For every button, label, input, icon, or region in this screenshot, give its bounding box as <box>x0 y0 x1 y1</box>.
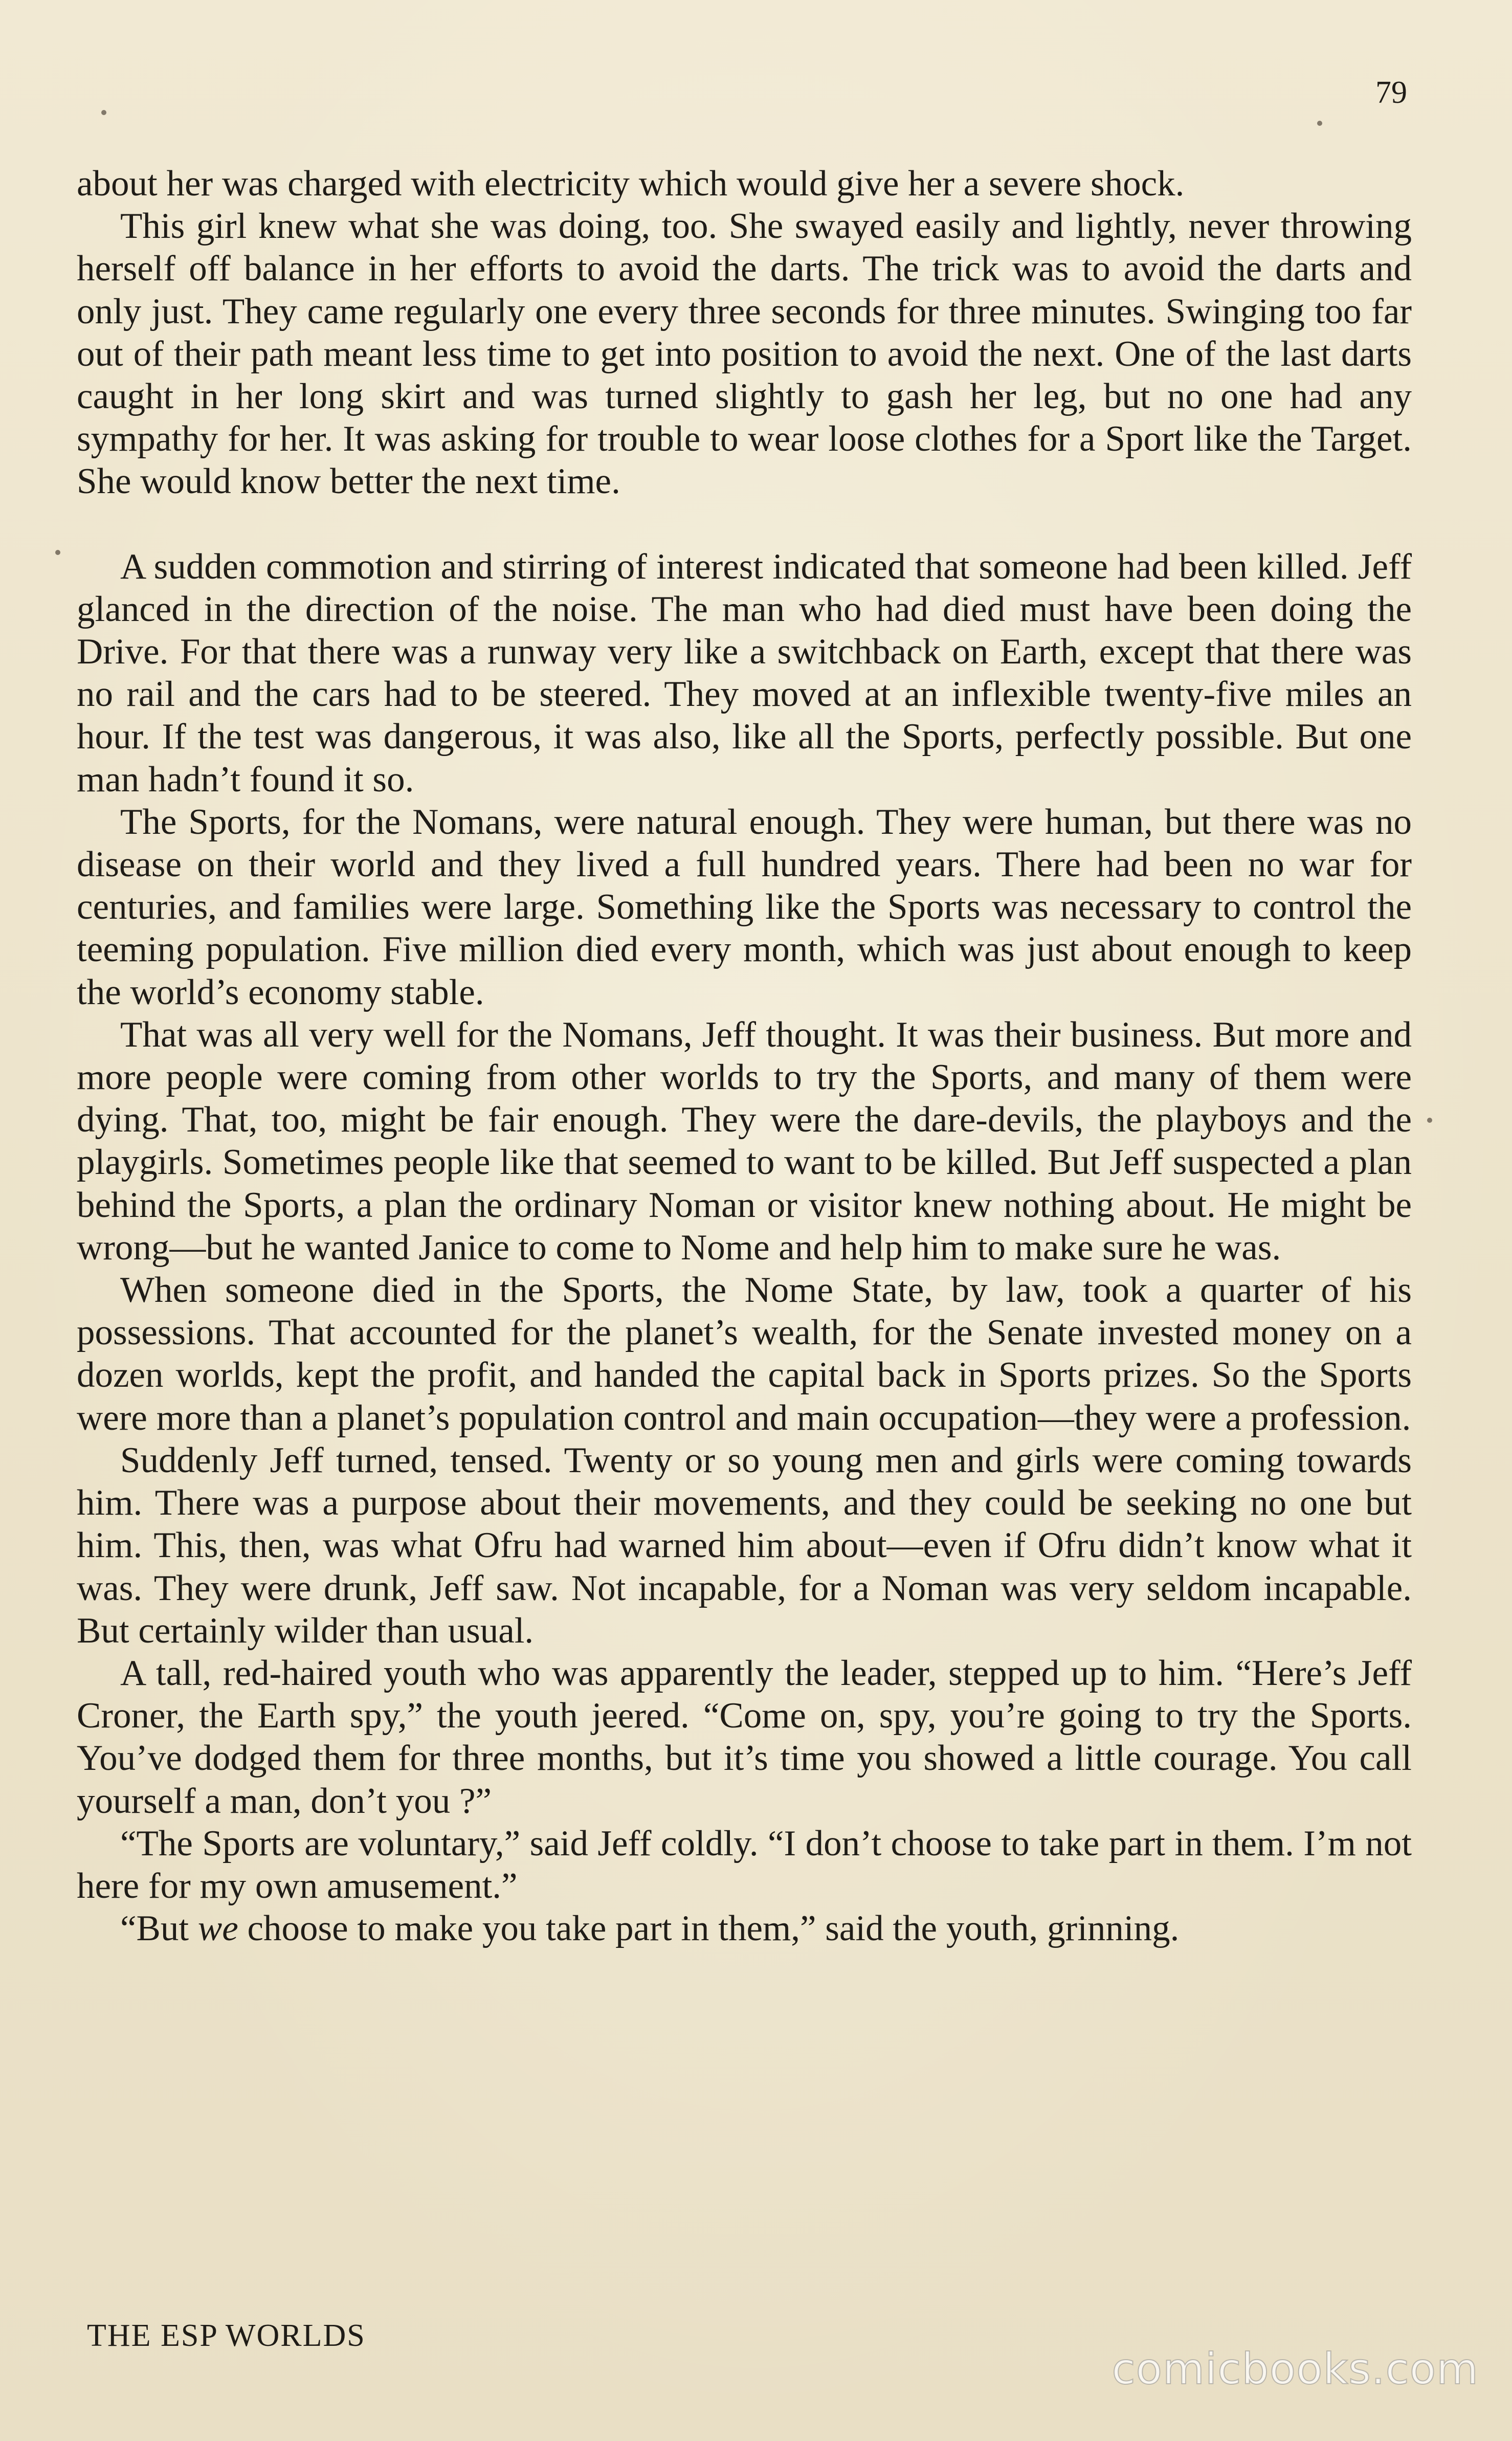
paragraph-5: That was all very well for the Nomans, Jeff thought. It was their business. But more and more people were coming from other worlds to try the Sports, and many of them were dying. That, too, might be fair enough. They were the dare-devils, the playboys and the playgirls. Sometimes people like that seemed to want to be killed. But Jeff suspected a plan behind the Sports, a plan the ordinary Noman or visitor knew nothing about. He might be wrong—but he wanted Janice to come to Nome and help him to make sure he was. <box>77 1014 1412 1268</box>
paragraph-6: When someone died in the Sports, the Nome State, by law, took a quarter of his possessions. That accounted for the planet’s wealth, for the Senate invested money on a dozen worlds, kept the profit, and handed the capital back in Sports prizes. So the Sports were more than a planet’s population control and main occupation—they were a profession. <box>77 1270 1412 1438</box>
paragraph-3: A sudden commotion and stirring of interest indicated that someone had been killed. Jeff glanced in the direction of the noise. The man who had died must have been doing the Drive. For that there was a runway very like a switchback on Earth, except that there was no rail and the cars had to be steered. They moved at an inflexible twenty-five miles an hour. If the test was dangerous, it was also, like all the Sports, perfectly possible. But one man hadn’t found it so. <box>77 546 1412 800</box>
paper-speck <box>101 110 106 115</box>
paragraph-10 <box>77 1907 1412 1950</box>
body-text <box>77 163 1412 1950</box>
emphasized-word: we <box>197 1909 238 1949</box>
paper-speck <box>55 550 60 555</box>
paragraph-8: A tall, red-haired youth who was apparently the leader, stepped up to him. “Here’s Jeff Croner, the Earth spy,” the youth jeered. “Come on, spy, you’re going to try the Sports. You’ve dodged them for three months, but it’s time you showed a little courage. You call yourself a man, don’t you ?” <box>77 1653 1412 1821</box>
paragraph-9: “The Sports are voluntary,” said Jeff coldly. “I don’t choose to take part in them. I’m not here for my own amusement.” <box>77 1823 1412 1906</box>
paragraph-4: The Sports, for the Nomans, were natural enough. They were human, but there was no disease on their world and they lived a full hundred years. There had been no war for centuries, and families were large. Something like the Sports was necessary to control the teeming population. Five million died every month, which was just about enough to keep the world’s economy stable. <box>77 802 1412 1012</box>
paper-speck <box>1317 121 1322 126</box>
site-watermark: comicbooks.com <box>1111 2344 1479 2394</box>
paragraph-2: This girl knew what she was doing, too. She swayed easily and lightly, never throwing herself off balance in her efforts to avoid the darts. The trick was to avoid the darts and only just. They came regularly one every three seconds for three minutes. Swinging too far out of their path meant less time to get into position to avoid the next. One of the last darts caught in her long skirt and was turned slightly to gash her leg, but no one had any sympathy for her. It was asking for trouble to wear loose clothes for a Sport like the Target. She would know better the next time. <box>77 206 1412 502</box>
paper-speck <box>1427 1118 1432 1123</box>
paragraph-10-start: “But <box>120 1909 198 1949</box>
page-number: 79 <box>1375 75 1407 110</box>
paragraph-7: Suddenly Jeff turned, tensed. Twenty or so young men and girls were coming towards him. There was a purpose about their movements, and they could be seeking no one but him. This, then, was what Ofru had warned him about—even if Ofru didn’t know what it was. They were drunk, Jeff saw. Not incapable, for a Noman was very seldom incapable. But certainly wilder than usual. <box>77 1440 1412 1651</box>
paragraph-1: about her was charged with electricity which would give her a severe shock. <box>77 164 1185 204</box>
book-title-footer: THE ESP WORLDS <box>87 2318 366 2353</box>
paragraph-10-end: choose to make you take part in them,” said the youth, grinning. <box>238 1909 1180 1949</box>
